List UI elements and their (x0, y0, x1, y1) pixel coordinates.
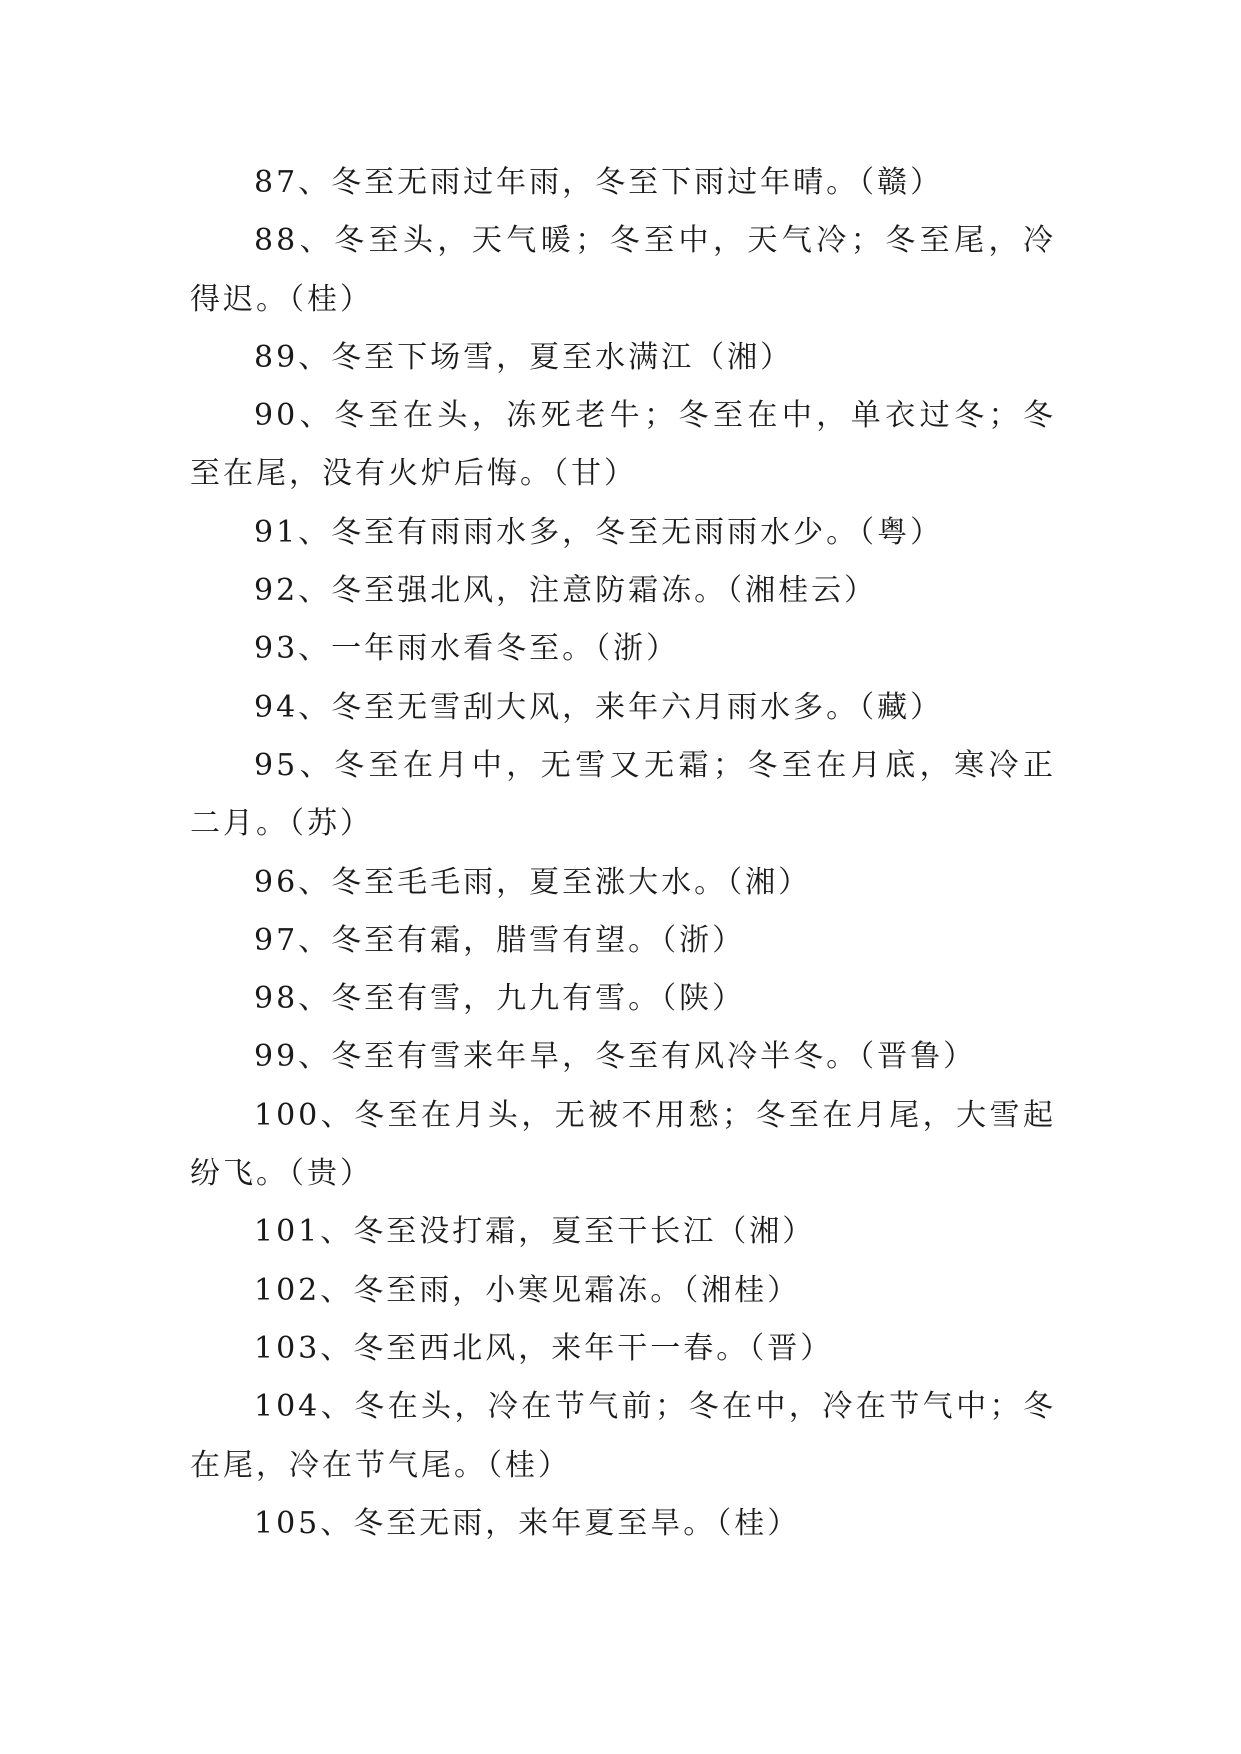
proverb-100: 100、冬至在月头，无被不用愁；冬至在月尾，大雪起纷飞。（贵） (190, 1097, 1056, 1192)
proverb-list (190, 154, 1056, 1553)
proverb-99: 99、冬至有雪来年旱，冬至有风冷半冬。（晋鲁） (254, 1039, 977, 1075)
proverb-90: 90、冬至在头，冻死老牛；冬至在中，单衣过冬；冬至在尾，没有火炉后悔。（甘） (190, 398, 1056, 492)
proverb-92: 92、冬至强北风，注意防霜冻。（湘桂云） (254, 573, 878, 609)
proverb-87: 87、冬至无雨过年雨，冬至下雨过年晴。（赣） (254, 165, 944, 200)
proverb-101: 101、冬至没打霜，夏至干长江（湘） (254, 1214, 816, 1250)
proverb-88: 88、冬至头，天气暖；冬至中，天气冷；冬至尾，冷得迟。（桂） (190, 223, 1056, 317)
proverb-102: 102、冬至雨，小寒见霜冻。（湘桂） (254, 1272, 801, 1308)
proverb-104: 104、冬在头，冷在节气前；冬在中，冷在节气中；冬在尾，冷在节气尾。（桂） (190, 1389, 1056, 1483)
proverb-97: 97、冬至有霜，腊雪有望。（浙） (254, 922, 746, 958)
proverb-105: 105、冬至无雨，来年夏至旱。（桂） (254, 1505, 801, 1541)
proverb-95: 95、冬至在月中，无雪又无霜；冬至在月底，寒冷正二月。（苏） (190, 747, 1056, 842)
proverb-89: 89、冬至下场雪，夏至水满江（湘） (254, 339, 794, 375)
proverb-96: 96、冬至毛毛雨，夏至涨大水。（湘） (254, 864, 812, 900)
proverb-103: 103、冬至西北风，来年干一春。（晋） (254, 1330, 834, 1366)
proverb-94: 94、冬至无雪刮大风，来年六月雨水多。（藏） (254, 689, 944, 725)
proverb-98: 98、冬至有雪，九九有雪。（陕） (254, 981, 746, 1017)
proverb-93: 93、一年雨水看冬至。（浙） (254, 631, 680, 667)
proverb-91: 91、冬至有雨雨水多，冬至无雨雨水少。（粤） (254, 514, 944, 550)
